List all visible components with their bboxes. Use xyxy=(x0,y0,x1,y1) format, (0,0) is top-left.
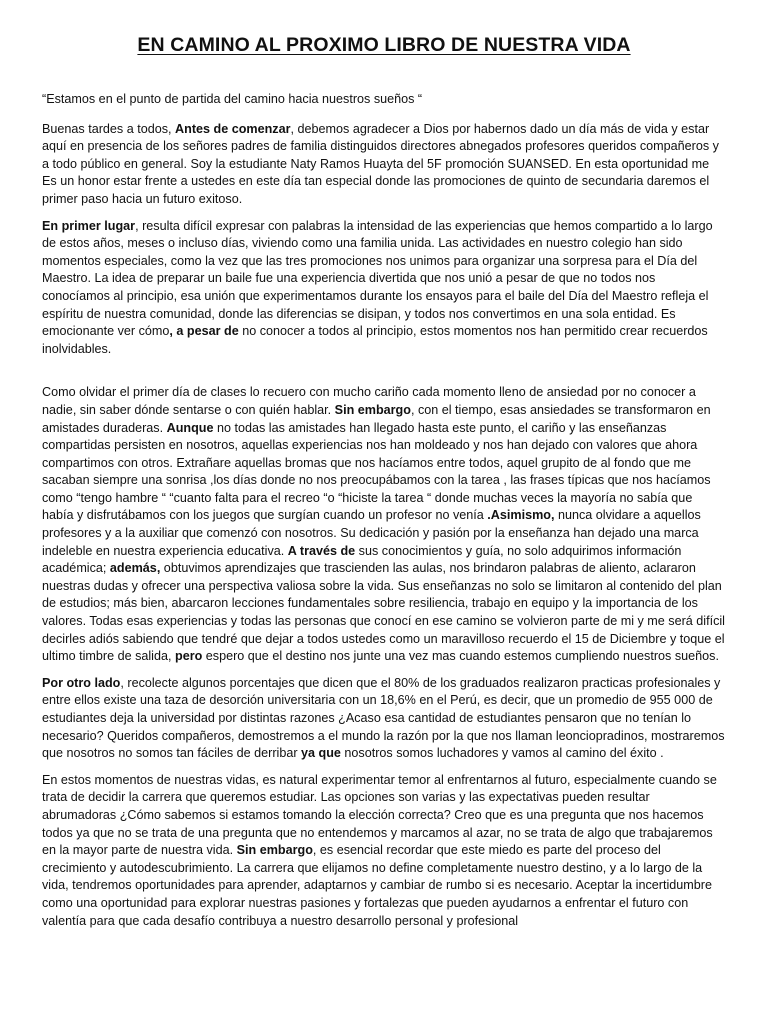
text-run: , debemos agradecer a Dios por habernos dado un día más de vida y estar aquí en presencia de los señores padres de familia distinguidos directores abnegados profesores queridos compañeros y a todo público en general. Soy la estudiante Naty Ramos Huayta del 5F promoción SUANSED. En esta oportunidad me Es un honor estar frente a ustedes en este día tan especial donde las promociones de quinto de secundaria daremos el primer paso hacia un futuro exitoso. xyxy=(42,121,719,206)
bold-connector: además, xyxy=(109,561,161,576)
bold-connector: A través de xyxy=(287,543,356,558)
text-run: obtuvimos aprendizajes que trascienden las aulas, nos brindaron palabras de aliento, aclararon nuestras dudas y ofrecer una perspectiva valiosa sobre la vida. Sus enseñanzas no solo se limitaron al contenido del plan de estudios; más bien, abarcaron lecciones fundamentales sobre resiliencia, trabajo en equipo y la importancia de los valores. Todas esas experiencias y todas las personas que conocí en ese camino se volvieron parte de mi y me será difícil decirles adiós sabiendo que tendré que dejar a todos ustedes como un maravilloso recuerdo el 15 de Diciembre y toque el ultimo timbre de salida, xyxy=(42,561,725,664)
bold-connector: Antes de comenzar xyxy=(175,121,291,136)
document-title: EN CAMINO AL PROXIMO LIBRO DE NUESTRA VIDA xyxy=(137,34,631,56)
text-run: , es esencial recordar que este miedo es parte del proceso del crecimiento y autodescubrimiento. La carrera que elijamos no define completamente nuestro destino, y a lo largo de la vida, tendremos oportunidades para aprender, adaptarnos y cambiar de rumbo si es necesario. Aceptar la incertidumbre como una oportunidad para explorar nuestras pasiones y fortalezas que pueden ayudarnos a enfrentar el futuro con valentía para que cada desafío contribuya a nuestro desarrollo personal y profesional xyxy=(42,843,712,928)
text-run: Buenas tardes a todos, xyxy=(42,121,176,136)
bold-connector: En primer lugar xyxy=(42,218,136,233)
text-run: no conocer a todos al principio, estos momentos nos han permitido crear recuerdos inolvidables. xyxy=(42,324,708,356)
bold-connector: .Asimismo, xyxy=(487,508,555,523)
bold-connector: ya que xyxy=(301,746,341,761)
text-run: Como olvidar el primer día de clases lo recuero con mucho cariño cada momento lleno de ansiedad por no conocer a nadie, sin saber dónde sentarse o con quién hablar. xyxy=(42,385,696,417)
paragraph-future xyxy=(42,772,726,930)
bold-connector: pero xyxy=(175,649,203,664)
text-run: , con el tiempo, esas ansiedades se transformaron en amistades duraderas. xyxy=(42,402,711,435)
bold-connector: Sin embargo xyxy=(334,402,411,417)
opening-quote: “Estamos en el punto de partida del camino hacia nuestros sueños “ xyxy=(42,92,423,106)
paragraph-statistics xyxy=(42,675,726,763)
text-run: sus conocimientos y guía, no solo adquirimos información académica; xyxy=(42,543,682,576)
paragraph-memories xyxy=(42,384,726,666)
text-run: nunca olvidare a aquellos profesores y a la auxiliar que comenzó con nosotros. Su dedicación y pasión por la enseñanza han dejado una marca indeleble en nuestra experiencia educativa. xyxy=(42,508,701,558)
bold-connector: , a pesar de xyxy=(169,324,239,339)
text-run: espero que el destino nos junte una vez mas cuando estemos cumpliendo nuestros sueños. xyxy=(202,649,719,664)
paragraph-first-place xyxy=(42,218,726,359)
bold-connector: Sin embargo xyxy=(236,843,313,858)
text-run: , resulta difícil expresar con palabras la intensidad de las experiencias que hemos compartido a lo largo de estos años, meses o incluso días, viviendo como una familia unida. Las actividades en nuestro colegio han sido momentos especiales, como la vez que las tres promociones nos unimos para organizar una sorpresa para el Día del Maestro. La idea de preparar un baile fue una experiencia divertida que nos unió a pesar de que no todos nos conocíamos al principio, esa unión que experimentamos durante los ensayos para el baile del Día del Maestro refleja el espíritu de nuestra comunidad, donde las diferencias se disipan, y todos nos convertimos en una sola entidad. Es emocionante ver cómo xyxy=(42,218,713,339)
text-run: En estos momentos de nuestras vidas, es natural experimentar temor al enfrentarnos al futuro, especialmente cuando se trata de decidir la carrera que queremos estudiar. Las opciones son varias y las expectativas pueden resultar abrumadoras ¿Cómo sabemos si estamos tomando la elección correcta? Creo que es una pregunta que nos hacemos todos ya que no se trata de una pregunta que no entendemos y marcamos al azar, no se trata de algo que trabajaremos en la mayor parte de nuestra vida. xyxy=(42,772,717,858)
text-run: , recolecte algunos porcentajes que dicen que el 80% de los graduados realizaron practicas profesionales y entre ellos existe una taza de desorción universitaria con un 18,6% en el Perú, es decir, que un promedio de 955 000 de estudiantes deja la universidad por distintas razones ¿Acaso esa cantidad de estudiantes pensaron que no tenían lo necesario? Queridos compañeros, demostremos a el mundo la razón por la que nos llaman leonciopradinos, mostraremos que nosotros no somos tan fáciles de derribar xyxy=(42,675,725,761)
text-run: nosotros somos luchadores y vamos al camino del éxito . xyxy=(340,746,664,761)
paragraph-greeting xyxy=(42,121,726,209)
text-run: no todas las amistades han llegado hasta este punto, el cariño y las enseñanzas compartidas persisten en nosotros, aquellas experiencias nos han moldeado y nos han dejado con valores que ahora compartimos con otros. Extrañare aquellas bromas que nos hacíamos entre todos, aquel grupito de al fondo que me sacaban siempre una sonrisa ,los días donde no nos preocupábamos con la tarea , las frases típicas que nos hacíamos como “tengo hambre “ “cuanto falta para el recreo “o “hiciste la tarea “ donde muchas veces la mayoría no sabía que había y disfrutábamos con los juegos que surgían cuando un profesor no venía xyxy=(42,420,711,523)
bold-connector: Aunque xyxy=(166,420,214,435)
bold-connector: Por otro lado xyxy=(42,675,121,690)
